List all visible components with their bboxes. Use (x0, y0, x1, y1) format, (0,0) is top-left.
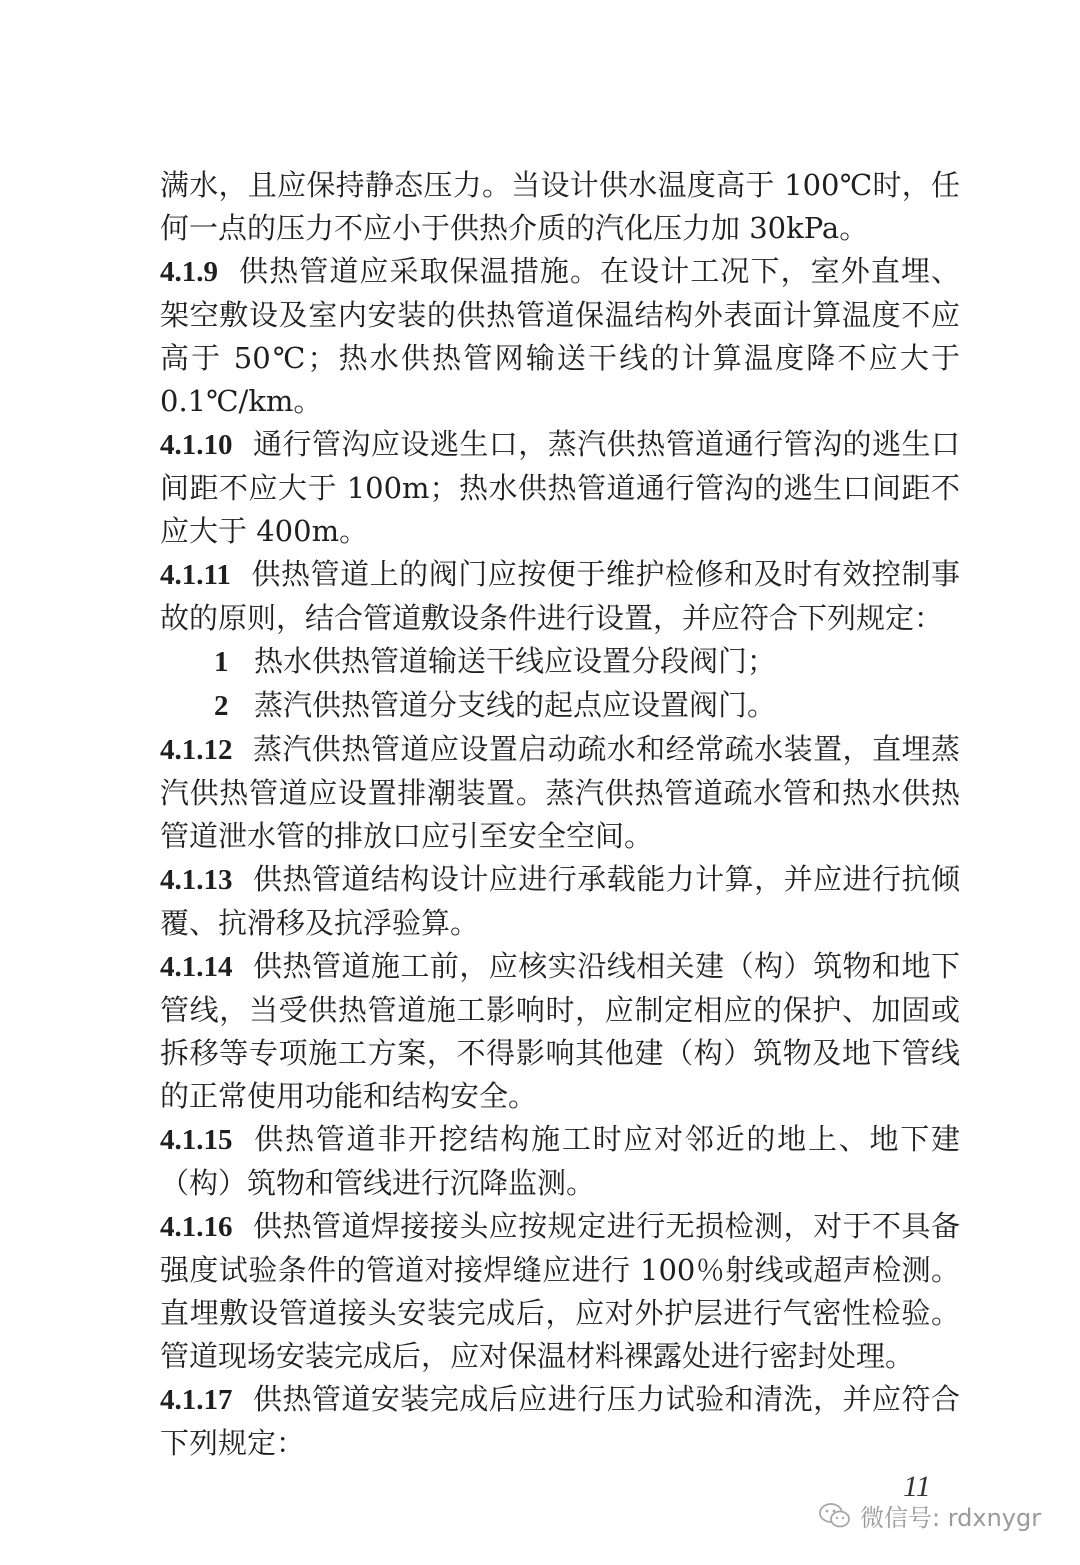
clause-text: 供热管道结构设计应进行承载能力计算，并应进行抗倾覆、抗滑移及抗浮验算。 (160, 862, 960, 940)
clause-4-1-10 (160, 423, 960, 553)
clause-4-1-13 (160, 858, 960, 945)
clause-4-1-15 (160, 1118, 960, 1205)
wechat-watermark (818, 1498, 1041, 1533)
clause-number: 4.1.10 (160, 429, 233, 461)
clause-text: 供热管道焊接接头应按规定进行无损检测，对于不具备强度试验条件的管道对接焊缝应进行 100％射线或超声检测。直埋敷设管道接头安装完成后，应对外护层进行气密性检验。管道现场安装完成后，应对保温材料裸露处进行密封处理。 (160, 1209, 960, 1373)
wechat-icon (818, 1501, 852, 1531)
clause-text: 供热管道安装完成后应进行压力试验和清洗，并应符合下列规定： (160, 1382, 960, 1460)
clause-4-1-14 (160, 945, 960, 1118)
document-body (160, 164, 960, 1465)
clause-4-1-12 (160, 728, 960, 858)
clause-number: 4.1.11 (160, 559, 231, 591)
page-number: 11 (903, 1470, 931, 1503)
item-number: 1 (214, 646, 229, 678)
clause-4-1-17 (160, 1378, 960, 1465)
item-text: 热水供热管道输送干线应设置分段阀门； (254, 644, 777, 678)
clause-4-1-9 (160, 250, 960, 423)
clause-number: 4.1.16 (160, 1211, 233, 1243)
list-item (160, 684, 960, 728)
clause-4-1-11 (160, 553, 960, 640)
item-text: 蒸汽供热管道分支线的起点应设置阀门。 (254, 688, 777, 722)
clause-text: 蒸汽供热管道应设置启动疏水和经常疏水装置，直埋蒸汽供热管道应设置排潮装置。蒸汽供热管道疏水管和热水供热管道泄水管的排放口应引至安全空间。 (160, 732, 960, 853)
clause-text: 供热管道应采取保温措施。在设计工况下，室外直埋、架空敷设及室内安装的供热管道保温结构外表面计算温度不应高于 50℃；热水供热管网输送干线的计算温度降不应大于 0.1℃/km。 (160, 254, 960, 418)
clause-text: 通行管沟应设逃生口，蒸汽供热管道通行管沟的逃生口间距不应大于 100m；热水供热管道通行管沟的逃生口间距不应大于 400m。 (160, 427, 960, 548)
clause-text: 供热管道非开挖结构施工时应对邻近的地上、地下建（构）筑物和管线进行沉降监测。 (160, 1122, 960, 1200)
clause-text: 供热管道上的阀门应按便于维护检修和及时有效控制事故的原则，结合管道敷设条件进行设置，并应符合下列规定： (160, 557, 960, 635)
clause-number: 4.1.13 (160, 864, 233, 896)
watermark-text: 微信号: rdxnygr (860, 1504, 1042, 1532)
intro-paragraph: 满水，且应保持静态压力。当设计供水温度高于 100℃时，任何一点的压力不应小于供热介质的汽化压力加 30kPa。 (160, 168, 960, 245)
item-number: 2 (214, 690, 229, 722)
clause-number: 4.1.15 (160, 1124, 233, 1156)
clause-number: 4.1.14 (160, 951, 233, 983)
clause-number: 4.1.9 (160, 256, 218, 288)
clause-4-1-16 (160, 1205, 960, 1378)
list-item (160, 640, 960, 684)
clause-number: 4.1.17 (160, 1384, 233, 1416)
clause-text: 供热管道施工前，应核实沿线相关建（构）筑物和地下管线，当受供热管道施工影响时，应制定相应的保护、加固或拆移等专项施工方案，不得影响其他建（构）筑物及地下管线的正常使用功能和结构安全。 (160, 949, 960, 1113)
clause-number: 4.1.12 (160, 734, 233, 766)
